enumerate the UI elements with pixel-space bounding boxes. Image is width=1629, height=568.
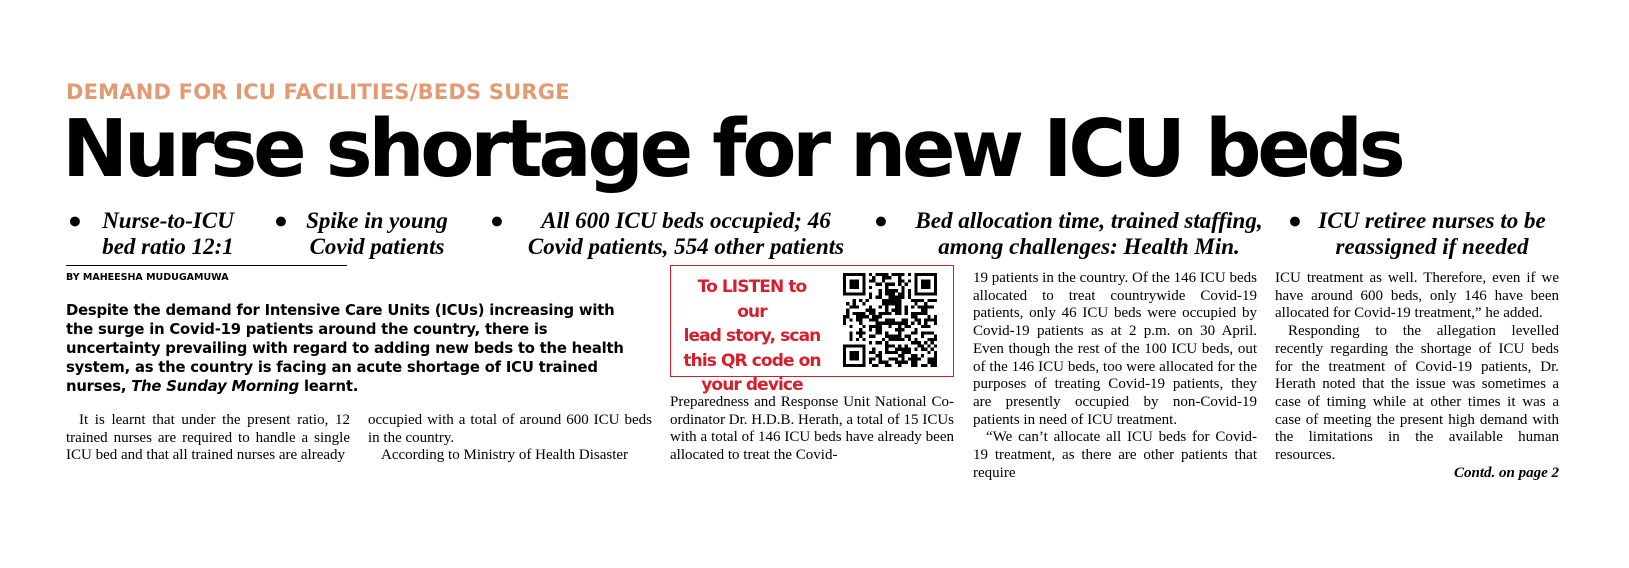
publication-name: The Sunday Morning	[131, 378, 299, 395]
bullet-4-line2: among challenges: Health Min.	[938, 234, 1240, 259]
column-4	[973, 270, 1257, 482]
column-3-paragraph: Preparedness and Response Unit National Co-ordinator Dr. H.D.B. Herath, a total of 15 ICUs with a total of 146 ICU beds have already been allocated to treat the Covid-	[670, 394, 954, 464]
bullet-1-line2: bed ratio 12:1	[102, 234, 234, 259]
bullet-dot-icon: ●	[274, 208, 288, 233]
bullet-2-line1: Spike in young	[306, 208, 448, 233]
bullet-1	[68, 208, 242, 260]
qr-promo-line-4: your device	[701, 375, 803, 395]
bullet-dot-icon: ●	[874, 208, 888, 233]
qr-promo-text	[683, 275, 821, 398]
qr-promo-line-3: this QR code on	[683, 350, 821, 371]
bullet-3-line1: All 600 ICU beds occupied; 46	[541, 208, 831, 233]
column-5	[1275, 270, 1559, 482]
column-1	[66, 412, 350, 465]
bullet-1-line1: Nurse-to-ICU	[102, 208, 234, 233]
column-5-paragraph-1: ICU treatment as well. Therefore, even if we have around 600 beds, only 146 have been allocated for Covid-19 treatment,” he added.	[1275, 270, 1559, 322]
column-2-paragraph-2: According to Ministry of Health Disaster	[381, 447, 629, 464]
bullet-dot-icon: ●	[1288, 208, 1302, 233]
bullet-3-line2: Covid patients, 554 other patients	[527, 234, 845, 259]
column-2	[368, 412, 652, 465]
intro-end: learnt.	[303, 378, 359, 395]
bullet-dot-icon: ●	[68, 208, 82, 233]
bullet-2	[274, 208, 454, 260]
column-1-paragraph: It is learnt that under the present ratio, 12 trained nurses are required to handle a single ICU bed and that all trained nurses are already	[66, 412, 350, 464]
qr-promo-line-2: lead story, scan	[683, 326, 821, 346]
intro-text: Despite the demand for Intensive Care Units (ICUs) increasing with the surge in Covid-19 patients around the country, there is uncertainty prevailing with regard to adding new beds to the health system, as the country is facing an acute shortage of ICU trained nurses,	[66, 302, 624, 395]
bullet-dot-icon: ●	[490, 208, 504, 233]
bullet-3	[490, 208, 856, 260]
column-2-paragraph-1: occupied with a total of around 600 ICU beds in the country.	[368, 412, 652, 446]
bullet-4	[874, 208, 1278, 260]
qr-promo-line-1: To LISTEN to our	[697, 277, 807, 322]
column-4-paragraph-2: “We can’t allocate all ICU beds for Covid-19 treatment, as there are other patients that require	[973, 429, 1257, 481]
bullet-5-line1: ICU retiree nurses to be	[1318, 208, 1546, 233]
qr-code-icon[interactable]	[843, 273, 937, 367]
column-3	[670, 394, 954, 465]
intro-paragraph	[66, 301, 646, 396]
kicker: DEMAND FOR ICU FACILITIES/BEDS SURGE	[66, 80, 570, 104]
byline-rule	[66, 265, 347, 266]
bullet-5-line2: reassigned if needed	[1335, 234, 1529, 259]
bullet-5	[1288, 208, 1554, 260]
column-4-paragraph-1: 19 patients in the country. Of the 146 ICU beds allocated to treat countrywide Covid-19 patients, only 46 ICU beds were occupied by Covid-19 patients as at 2 p.m. on 30 April. Even though the rest of the 100 ICU beds, out of the 146 ICU beds, too were allocated for the purposes of treating Covid-19 patients, they are presently occupied by non-Covid-19 patients in need of ICU treatment.	[973, 270, 1257, 428]
headline: Nurse shortage for new ICU beds	[62, 103, 1402, 195]
column-5-paragraph-2: Responding to the allegation levelled recently regarding the shortage of ICU beds for the treatment of Covid-19 patients, Dr. Herath noted that the issue was sometimes a case of timing while at other times it was a case of meeting the present high demand with the limitations in the available human resources.	[1275, 323, 1559, 464]
byline: BY MAHEESHA MUDUGAMUWA	[66, 272, 229, 283]
bullet-4-line1: Bed allocation time, trained staffing,	[915, 208, 1263, 233]
continued-link[interactable]: Contd. on page 2	[1453, 464, 1559, 481]
bullet-2-line2: Covid patients	[309, 234, 445, 259]
